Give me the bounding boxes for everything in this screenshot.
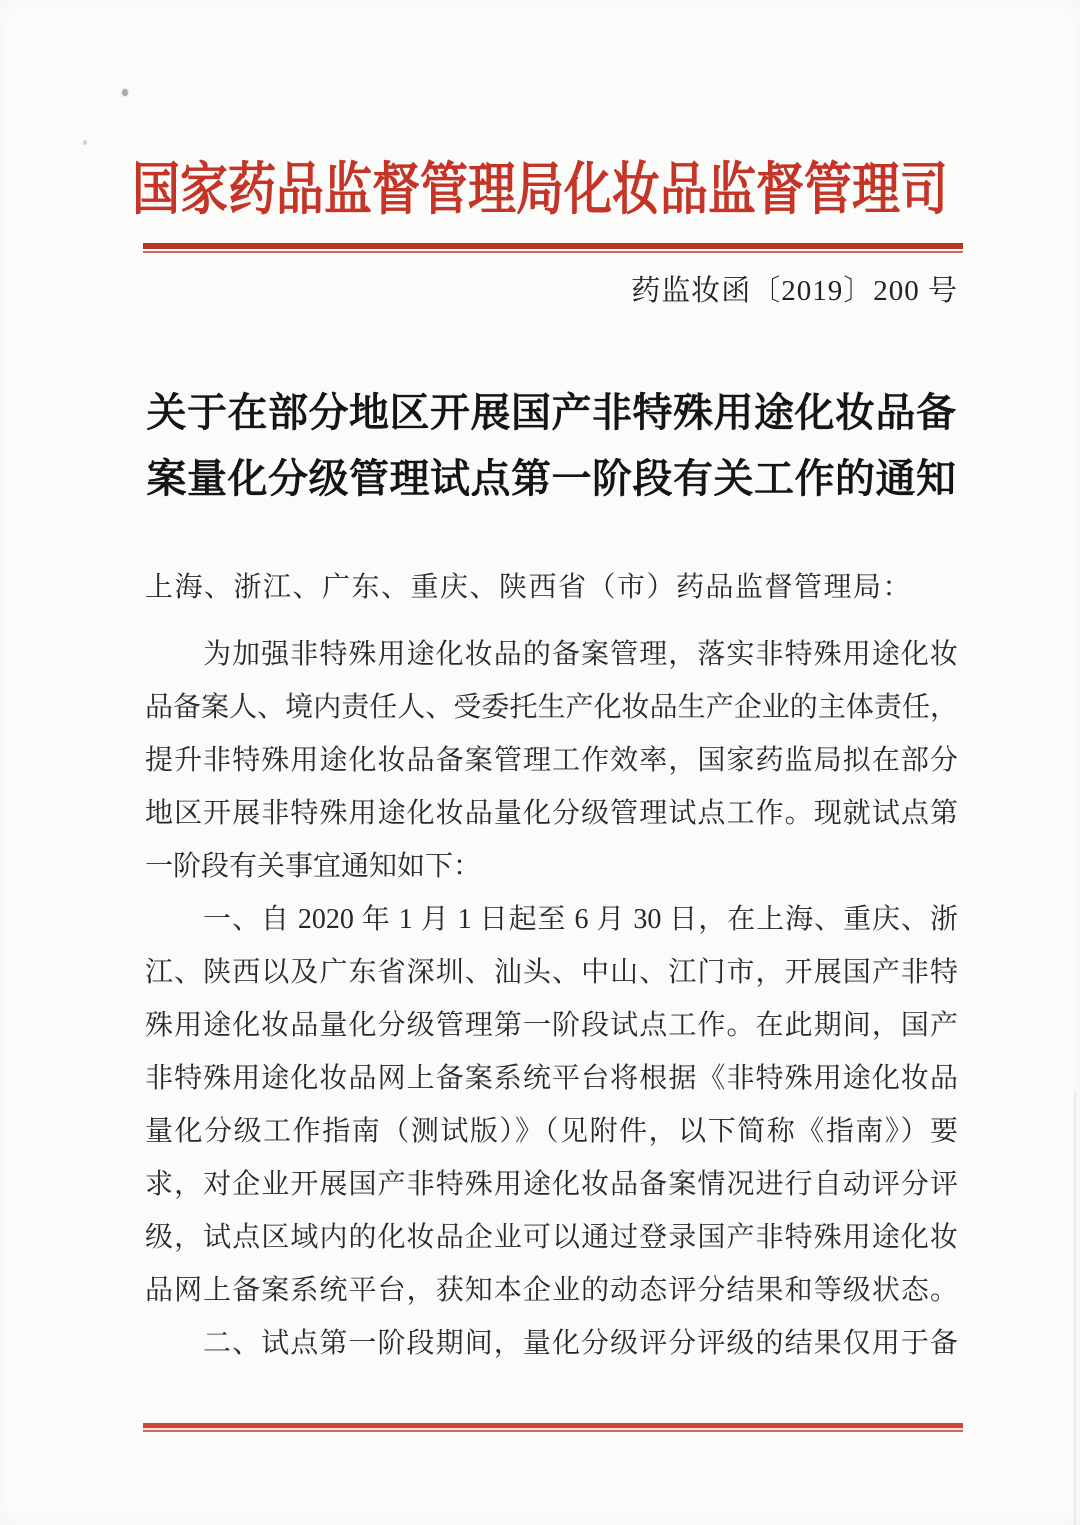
body-line: 求，对企业开展国产非特殊用途化妆品备案情况进行自动评分评 (145, 1169, 958, 1200)
body-line: 非特殊用途化妆品网上备案系统平台将根据《非特殊用途化妆品 (145, 1063, 958, 1094)
footer-divider (143, 1423, 963, 1432)
scan-artifact-line (1074, 1090, 1076, 1525)
body-line: 品备案人、境内责任人、受委托生产化妆品生产企业的主体责任， (145, 692, 958, 723)
body-line: 殊用途化妆品量化分级管理第一阶段试点工作。在此期间，国产 (145, 1010, 958, 1041)
body-line: 二、试点第一阶段期间，量化分级评分评级的结果仅用于备 (203, 1328, 958, 1359)
document-title-line-2: 案量化分级管理试点第一阶段有关工作的通知 (146, 456, 957, 501)
body-line: 量化分级工作指南（测试版）》（见附件，以下简称《指南》）要 (145, 1116, 958, 1147)
addressee-line: 上海、浙江、广东、重庆、陕西省（市）药品监督管理局： (145, 572, 913, 603)
document-number: 药监妆函〔2019〕200 号 (631, 275, 958, 307)
document-title-line-1: 关于在部分地区开展国产非特殊用途化妆品备 (146, 390, 957, 435)
body-line: 提升非特殊用途化妆品备案管理工作效率，国家药监局拟在部分 (145, 745, 958, 776)
body-line: 品网上备案系统平台，获知本企业的动态评分结果和等级状态。 (145, 1275, 958, 1306)
body-line: 江、陕西以及广东省深圳、汕头、中山、江门市，开展国产非特 (145, 957, 958, 988)
letterhead-divider (143, 243, 963, 253)
scan-speck (122, 89, 128, 96)
body-text (145, 628, 958, 1370)
body-line: 级，试点区域内的化妆品企业可以通过登录国产非特殊用途化妆 (145, 1222, 958, 1253)
document-title (145, 380, 958, 512)
body-line: 一阶段有关事宜通知如下： (145, 851, 482, 882)
letterhead-org-title: 国家药品监督管理局化妆品监督管理司 (131, 159, 948, 222)
body-line: 地区开展非特殊用途化妆品量化分级管理试点工作。现就试点第 (145, 798, 958, 829)
body-line: 一、自 2020 年 1 月 1 日起至 6 月 30 日，在上海、重庆、浙 (203, 904, 958, 935)
body-line: 为加强非特殊用途化妆品的备案管理，落实非特殊用途化妆 (203, 639, 958, 670)
